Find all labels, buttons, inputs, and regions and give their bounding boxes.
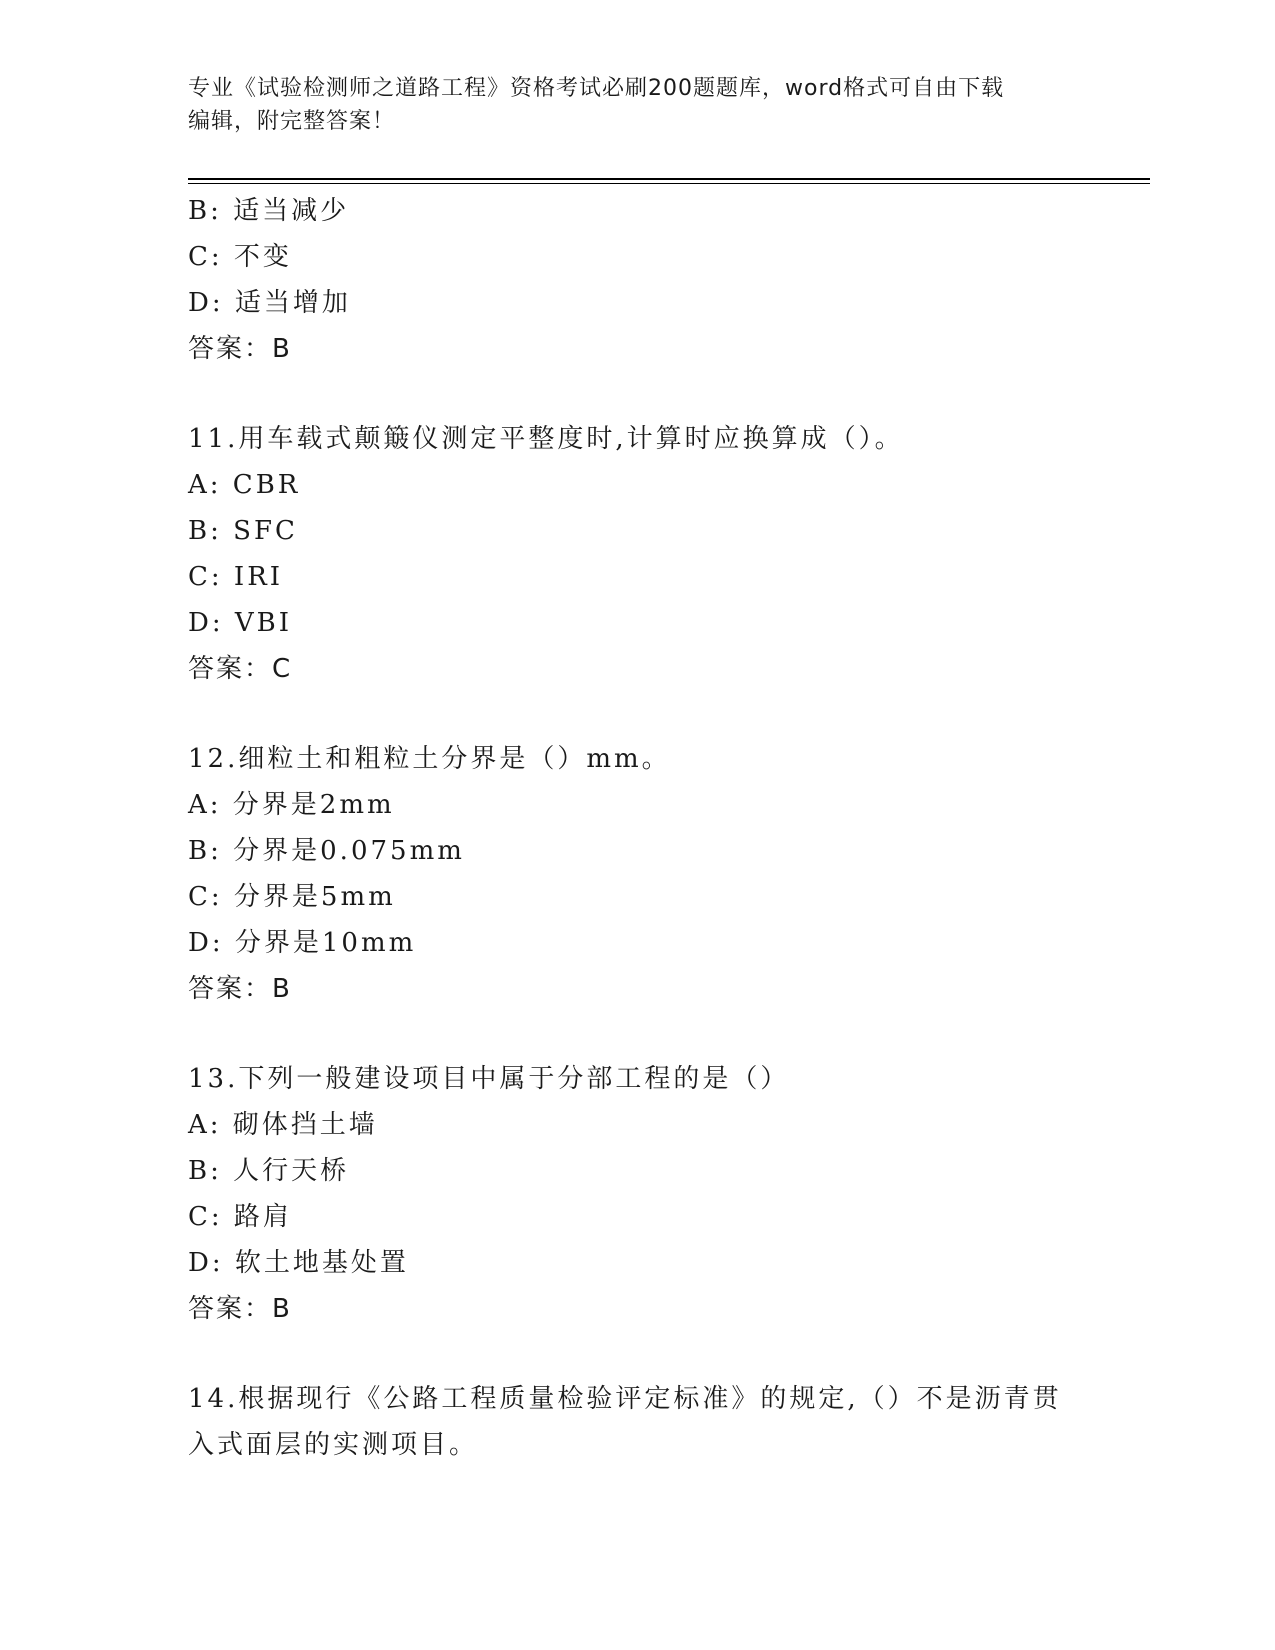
question-stem: 13.下列一般建设项目中属于分部工程的是（） [188,1064,790,1094]
header-title-line-2: 编辑，附完整答案！ [188,109,396,134]
answer: 答案：B [188,1294,292,1324]
question-list [188,188,1088,1468]
option-d: D: 适当增加 [188,288,351,318]
option-d: D: 软土地基处置 [188,1248,409,1278]
question-stem: 12.细粒土和粗粒土分界是（）mm。 [188,744,671,774]
option-b: B: 人行天桥 [188,1156,350,1186]
question-10-tail [188,188,1088,372]
option-b: B: SFC [188,516,298,546]
question-12 [188,736,1088,1012]
option-c: C: 分界是5mm [188,882,396,912]
answer: 答案：C [188,654,293,684]
option-d: D: 分界是10mm [188,928,417,958]
question-14 [188,1376,1088,1468]
header-title-line-1: 专业《试验检测师之道路工程》资格考试必刷200题题库，word格式可自由下载 [188,76,1005,101]
question-stem: 14.根据现行《公路工程质量检验评定标准》的规定,（）不是沥青贯入式面层的实测项目。 [188,1384,1062,1460]
option-a: A: 分界是2mm [188,790,395,820]
option-c: C: 路肩 [188,1202,292,1232]
option-a: A: 砌体挡土墙 [188,1110,378,1140]
question-stem: 11.用车载式颠簸仪测定平整度时,计算时应换算成（）。 [188,424,904,454]
option-c: C: IRI [188,562,284,592]
answer: 答案：B [188,974,292,1004]
answer: 答案：B [188,334,292,364]
question-11 [188,416,1088,692]
header-rule-thin [188,183,1150,184]
question-13 [188,1056,1088,1332]
option-a: A: CBR [188,470,301,500]
option-c: C: 不变 [188,242,292,272]
option-b: B: 适当减少 [188,196,350,226]
option-b: B: 分界是0.075mm [188,836,465,866]
option-d: D: VBI [188,608,293,638]
header-rule-thick [188,178,1150,180]
document-header [188,72,1088,138]
